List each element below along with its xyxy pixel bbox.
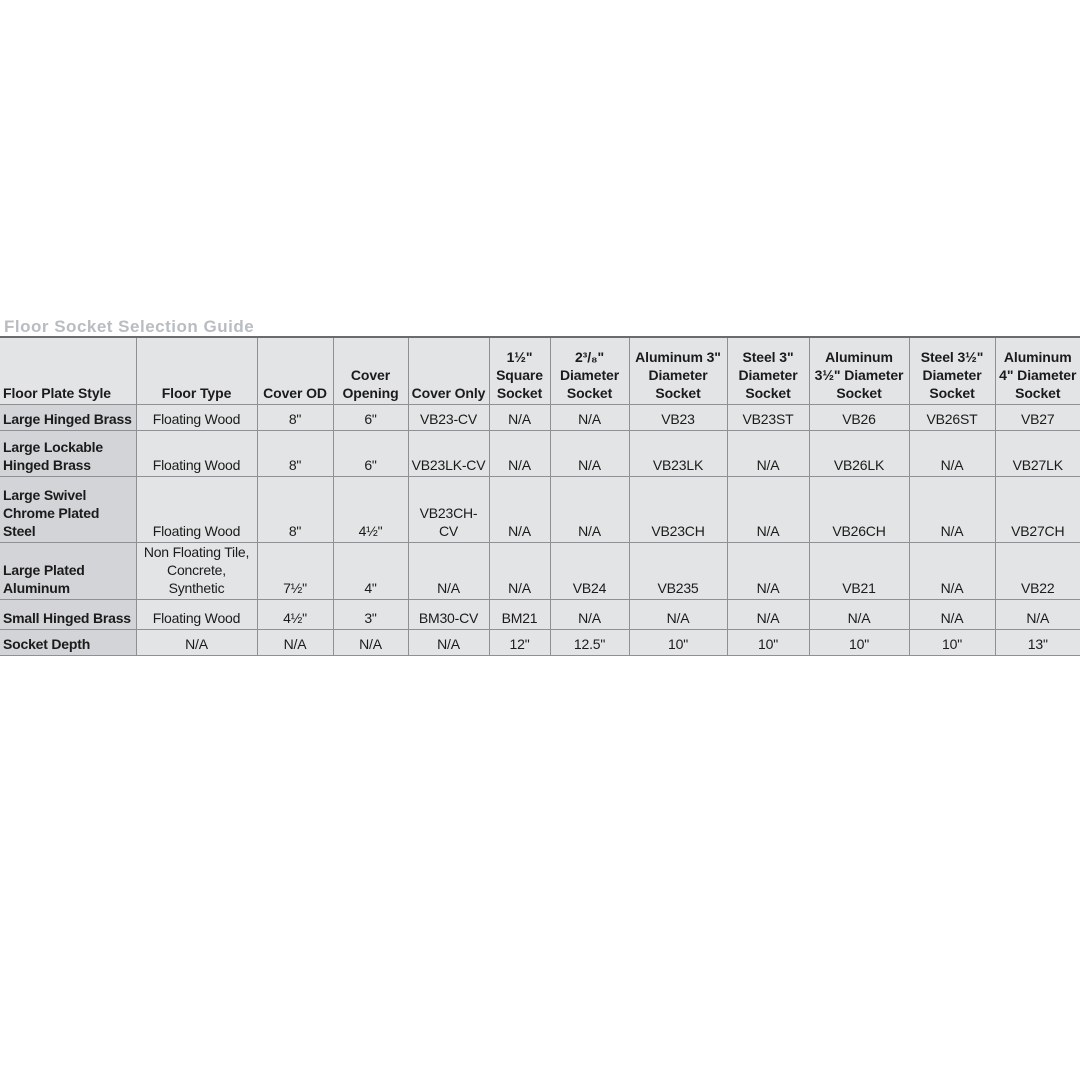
table-cell: VB27CH <box>995 476 1080 542</box>
table-row <box>0 629 1080 655</box>
cut-off-title-text: Floor Socket Selection Guide <box>4 317 255 336</box>
table-cell: N/A <box>408 542 489 599</box>
row-label: Large Hinged Brass <box>0 404 136 430</box>
table-cell: N/A <box>629 599 727 629</box>
table-cell: VB23CH <box>629 476 727 542</box>
table-cell: N/A <box>550 599 629 629</box>
table-cell: Floating Wood <box>136 599 257 629</box>
table-cell: 4½" <box>333 476 408 542</box>
table-cell: 3" <box>333 599 408 629</box>
column-header: Cover Only <box>408 338 489 404</box>
table-cell: 10" <box>727 629 809 655</box>
table-cell: 12.5" <box>550 629 629 655</box>
table-cell: VB23-CV <box>408 404 489 430</box>
table-cell: Floating Wood <box>136 476 257 542</box>
column-header: 2³/₈" Diameter Socket <box>550 338 629 404</box>
row-label: Large Plated Aluminum <box>0 542 136 599</box>
table-row <box>0 599 1080 629</box>
table-row <box>0 542 1080 599</box>
table-cell: 6" <box>333 404 408 430</box>
table-cell: 8" <box>257 430 333 476</box>
column-header: Steel 3" Diameter Socket <box>727 338 809 404</box>
table-cell: 4" <box>333 542 408 599</box>
table-cell: N/A <box>909 430 995 476</box>
table-cell: N/A <box>909 476 995 542</box>
table-cell: VB24 <box>550 542 629 599</box>
table-cell: 12" <box>489 629 550 655</box>
table-cell: VB23LK <box>629 430 727 476</box>
table-cell: 4½" <box>257 599 333 629</box>
table-cell: Non Floating Tile, Concrete, Synthetic <box>136 542 257 599</box>
header-row <box>0 338 1080 404</box>
table-cell: 7½" <box>257 542 333 599</box>
column-header: Aluminum 4" Diameter Socket <box>995 338 1080 404</box>
table-cell: VB235 <box>629 542 727 599</box>
column-header: Cover Opening <box>333 338 408 404</box>
floor-socket-table <box>0 338 1080 656</box>
table-cell: N/A <box>489 430 550 476</box>
column-header: Floor Type <box>136 338 257 404</box>
table-cell: 10" <box>909 629 995 655</box>
table-cell: N/A <box>257 629 333 655</box>
table-cell: 13" <box>995 629 1080 655</box>
row-label: Large Lockable Hinged Brass <box>0 430 136 476</box>
column-header: Aluminum 3½" Diameter Socket <box>809 338 909 404</box>
column-header: Aluminum 3" Diameter Socket <box>629 338 727 404</box>
table-cell: VB26 <box>809 404 909 430</box>
table-cell: 10" <box>629 629 727 655</box>
table-cell: VB26ST <box>909 404 995 430</box>
table-cell: VB23ST <box>727 404 809 430</box>
column-header: Steel 3½" Diameter Socket <box>909 338 995 404</box>
table-cell: N/A <box>489 476 550 542</box>
table-row <box>0 476 1080 542</box>
table-cell: N/A <box>727 476 809 542</box>
table-cell: N/A <box>489 404 550 430</box>
table-cell: VB26CH <box>809 476 909 542</box>
table-row <box>0 404 1080 430</box>
table-cell: VB27 <box>995 404 1080 430</box>
column-header: 1½" Square Socket <box>489 338 550 404</box>
table-cell: VB26LK <box>809 430 909 476</box>
table-cell: N/A <box>727 599 809 629</box>
table-cell: VB22 <box>995 542 1080 599</box>
column-header: Cover OD <box>257 338 333 404</box>
table-cell: N/A <box>550 404 629 430</box>
table-cell: VB23 <box>629 404 727 430</box>
column-header: Floor Plate Style <box>0 338 136 404</box>
table-cell: 6" <box>333 430 408 476</box>
table-cell: N/A <box>408 629 489 655</box>
table-cell: N/A <box>136 629 257 655</box>
cut-off-title <box>0 317 300 336</box>
table-cell: VB23CH-CV <box>408 476 489 542</box>
table-cell: 8" <box>257 476 333 542</box>
table-cell: N/A <box>909 542 995 599</box>
table-cell: N/A <box>995 599 1080 629</box>
row-label: Socket Depth <box>0 629 136 655</box>
table-cell: BM30-CV <box>408 599 489 629</box>
table-cell: 10" <box>809 629 909 655</box>
table-cell: N/A <box>727 542 809 599</box>
table-cell: N/A <box>550 476 629 542</box>
table-cell: BM21 <box>489 599 550 629</box>
table-cell: VB23LK-CV <box>408 430 489 476</box>
table-cell: 8" <box>257 404 333 430</box>
table-cell: N/A <box>333 629 408 655</box>
table-cell: N/A <box>727 430 809 476</box>
table-cell: VB21 <box>809 542 909 599</box>
table-cell: Floating Wood <box>136 404 257 430</box>
table-cell: N/A <box>489 542 550 599</box>
table-cell: N/A <box>809 599 909 629</box>
table-cell: Floating Wood <box>136 430 257 476</box>
row-label: Large Swivel Chrome Plated Steel <box>0 476 136 542</box>
table-cell: N/A <box>909 599 995 629</box>
table-cell: N/A <box>550 430 629 476</box>
table-cell: VB27LK <box>995 430 1080 476</box>
table-row <box>0 430 1080 476</box>
row-label: Small Hinged Brass <box>0 599 136 629</box>
